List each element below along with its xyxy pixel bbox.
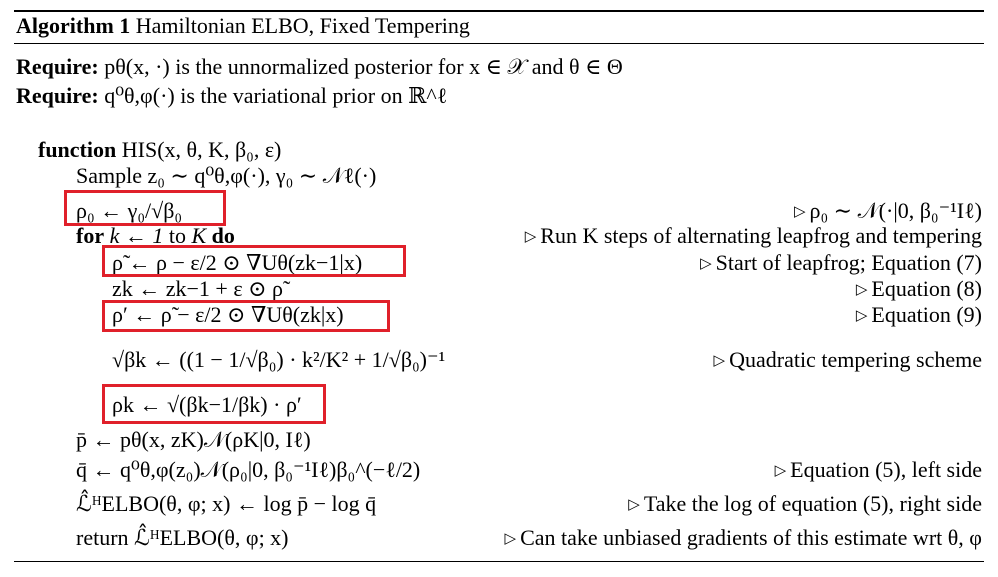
rhok-line: ρk ← √(βk−1/βk) · ρ′ [112,392,302,417]
elbo-comment-text: Take the log of equation (5), right side [643,491,982,516]
for-limit: K [191,223,207,248]
require-text-1: pθ(x, ·) is the unnormalized posterior for x ∈ 𝒳 and θ ∈ Θ [104,54,623,79]
require-line-2 [16,84,447,108]
highlight-box-rhok [102,384,326,424]
function-keyword: function [38,137,117,162]
bottom-rule [14,561,984,562]
require-text-2: q⁰θ,φ(·) is the variational prior on ℝ^ℓ [104,83,448,108]
comment-marker: ▷ [793,204,806,220]
return-comment [505,526,982,551]
return-line: return ℒ̂ᴴELBO(θ, φ; x) [76,525,289,550]
sample-line: Sample z₀ ∼ q⁰θ,φ(·), γ₀ ∼ 𝒩ℓ(·) [76,163,377,188]
rho0-comment [794,199,982,224]
return-comment-text: Can take unbiased gradients of this estimate wrt θ, φ [520,525,982,550]
do-keyword: do [211,223,235,248]
algorithm-title: Hamiltonian ELBO, Fixed Tempering [135,13,470,38]
comment-marker: ▷ [628,497,640,513]
leapfrog-step-3-comment-text: Equation (9) [871,302,982,327]
comment-marker: ▷ [855,282,868,298]
comment-marker: ▷ [504,531,517,547]
comment-marker: ▷ [774,463,787,479]
for-var: k ← 1 [109,223,164,248]
require-keyword-1: Require: [16,54,99,79]
leapfrog-step-3: ρ′ ← ρ̃ − ε/2 ⊙ ∇Uθ(zk|x) [112,302,344,327]
require-line-1 [16,55,623,79]
leapfrog-step-2-comment [856,277,982,302]
algorithm-caption [16,14,470,38]
comment-marker: ▷ [713,353,726,369]
comment-marker: ▷ [700,256,712,272]
leapfrog-step-1-comment-text: Start of leapfrog; Equation (7) [715,250,982,275]
leapfrog-step-1: ρ̃ ← ρ − ε/2 ⊙ ∇Uθ(zk−1|x) [112,250,363,275]
leapfrog-step-1-comment [700,251,982,276]
function-line [38,138,281,162]
qbar-line: q̄ ← q⁰θ,φ(z₀)𝒩(ρ₀|0, β₀⁻¹Iℓ)β₀^(−ℓ/2) [76,457,421,482]
leapfrog-step-2-comment-text: Equation (8) [871,276,982,301]
comment-marker: ▷ [524,229,537,245]
pbar-line: p̄ ← pθ(x, zK)𝒩(ρK|0, Iℓ) [76,427,311,452]
to-keyword: to [168,223,186,248]
for-comment [525,224,982,249]
qbar-comment-text: Equation (5), left side [790,457,982,482]
function-signature: HIS(x, θ, K, β₀, ε) [121,137,282,162]
algorithm-label: Algorithm 1 [16,13,131,38]
for-keyword: for [76,223,105,248]
highlight-box-leap3 [102,300,390,332]
leapfrog-step-3-comment [856,303,982,328]
qbar-comment [775,458,982,483]
leapfrog-step-2: zk ← zk−1 + ε ⊙ ρ̃ [112,276,283,301]
rho0-comment-text: ρ₀ ∼ 𝒩(·|0, β₀⁻¹Iℓ) [809,198,982,223]
for-comment-text: Run K steps of alternating leapfrog and tempering [540,223,982,248]
top-rule [14,10,984,12]
tempering-comment [714,348,982,373]
elbo-comment [628,492,982,517]
tempering-comment-text: Quadratic tempering scheme [729,347,982,372]
elbo-line: ℒ̂ᴴELBO(θ, φ; x) ← log p̄ − log q̄ [76,491,377,516]
highlight-box-rho0 [64,190,226,226]
require-keyword-2: Require: [16,83,99,108]
rho0-line: ρ₀ ← γ₀/√β₀ [76,198,183,223]
tempering-line: √βk ← ((1 − 1/√β₀) · k²/K² + 1/√β₀)⁻¹ [112,347,446,372]
highlight-box-leap1 [102,245,406,277]
comment-marker: ▷ [855,308,868,324]
caption-rule [14,43,984,44]
